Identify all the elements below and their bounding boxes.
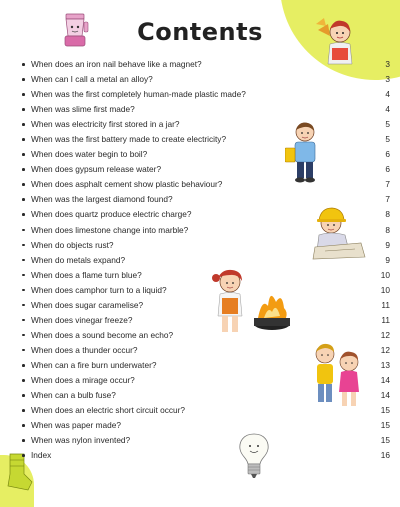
toc-entry-title: Index <box>31 450 52 461</box>
toc-entry-title: When do objects rust? <box>31 239 114 250</box>
toc-entry-page: 14 <box>380 390 390 401</box>
toc-entry-title: When does sugar caramelise? <box>31 299 144 310</box>
toc-entry-page: 3 <box>385 74 390 85</box>
toc-entry[interactable] <box>22 313 390 328</box>
bullet-icon <box>22 394 25 397</box>
toc-entry-page: 10 <box>380 284 390 295</box>
toc-entry-page: 16 <box>380 450 390 461</box>
page-title: Contents <box>137 18 263 46</box>
toc-entry-page: 6 <box>385 164 390 175</box>
toc-entry-page: 7 <box>385 194 390 205</box>
toc-entry-page: 9 <box>385 254 390 265</box>
toc-entry-title: When was the first battery made to create electricity? <box>31 134 227 145</box>
toc-entry-title: When do metals expand? <box>31 254 126 265</box>
bullet-icon <box>22 364 25 367</box>
toc-entry-title: When was the first completely human-made plastic made? <box>31 89 246 100</box>
toc-entry[interactable] <box>22 418 390 433</box>
toc-entry[interactable] <box>22 298 390 313</box>
bullet-icon <box>22 319 25 322</box>
toc-entry-page: 4 <box>385 104 390 115</box>
toc-entry-page: 9 <box>385 239 390 250</box>
toc-entry[interactable] <box>22 223 390 238</box>
toc-entry[interactable] <box>22 388 390 403</box>
bullet-icon <box>22 93 25 96</box>
toc-entry-page: 12 <box>380 344 390 355</box>
toc-entry-title: When does limestone change into marble? <box>31 224 189 235</box>
toc-entry-page: 15 <box>380 405 390 416</box>
bullet-icon <box>22 349 25 352</box>
toc-entry-title: When was paper made? <box>31 420 121 431</box>
bullet-icon <box>22 424 25 427</box>
toc-entry[interactable] <box>22 72 390 87</box>
contents-list <box>22 57 390 463</box>
toc-entry-title: When was electricity first stored in a jar? <box>31 119 180 130</box>
bullet-icon <box>22 138 25 141</box>
bullet-icon <box>22 304 25 307</box>
bullet-icon <box>22 78 25 81</box>
toc-entry-title: When does a mirage occur? <box>31 374 135 385</box>
toc-entry-title: When does water begin to boil? <box>31 149 148 160</box>
bullet-icon <box>22 454 25 457</box>
toc-entry-page: 8 <box>385 224 390 235</box>
toc-entry-page: 12 <box>380 329 390 340</box>
toc-entry[interactable] <box>22 373 390 388</box>
toc-entry-page: 15 <box>380 435 390 446</box>
toc-entry-page: 7 <box>385 179 390 190</box>
toc-entry[interactable] <box>22 177 390 192</box>
toc-entry-title: When was slime first made? <box>31 104 135 115</box>
toc-entry[interactable] <box>22 238 390 253</box>
toc-entry-title: When does an iron nail behave like a magnet? <box>31 59 202 69</box>
toc-entry-page: 5 <box>385 119 390 130</box>
bullet-icon <box>22 108 25 111</box>
toc-entry-title: When does a thunder occur? <box>31 344 138 355</box>
toc-entry[interactable] <box>22 283 390 298</box>
toc-entry-page: 11 <box>381 299 390 310</box>
toc-entry[interactable] <box>22 192 390 207</box>
pink-blender-icon <box>60 12 90 50</box>
bullet-icon <box>22 63 25 66</box>
bullet-icon <box>22 439 25 442</box>
toc-entry[interactable] <box>22 117 390 132</box>
toc-entry-title: When does asphalt cement show plastic behaviour? <box>31 179 223 190</box>
toc-entry[interactable] <box>22 403 390 418</box>
bullet-icon <box>22 168 25 171</box>
toc-entry-page: 4 <box>385 89 390 100</box>
toc-entry-title: When can a bulb fuse? <box>31 390 116 401</box>
toc-entry[interactable] <box>22 57 390 72</box>
bullet-icon <box>22 274 25 277</box>
toc-entry-title: When does vinegar freeze? <box>31 314 133 325</box>
toc-entry-page: 3 <box>385 59 390 69</box>
toc-entry-title: When does quartz produce electric charge? <box>31 209 192 220</box>
bullet-icon <box>22 123 25 126</box>
toc-entry-page: 11 <box>381 314 390 325</box>
toc-entry-title: When was nylon invented? <box>31 435 131 446</box>
bullet-icon <box>22 409 25 412</box>
toc-entry-page: 14 <box>380 374 390 385</box>
toc-entry-page: 10 <box>380 269 390 280</box>
toc-entry[interactable] <box>22 433 390 448</box>
toc-entry-title: When does a flame turn blue? <box>31 269 142 280</box>
bullet-icon <box>22 183 25 186</box>
toc-entry[interactable] <box>22 102 390 117</box>
bullet-icon <box>22 334 25 337</box>
toc-entry-title: When does gypsum release water? <box>31 164 162 175</box>
toc-entry-page: 5 <box>385 134 390 145</box>
toc-entry[interactable] <box>22 87 390 102</box>
toc-entry-title: When can a fire burn underwater? <box>31 359 157 370</box>
bullet-icon <box>22 213 25 216</box>
toc-entry[interactable] <box>22 448 390 463</box>
toc-entry[interactable] <box>22 207 390 222</box>
toc-entry[interactable] <box>22 268 390 283</box>
bullet-icon <box>22 229 25 232</box>
toc-entry[interactable] <box>22 328 390 343</box>
bullet-icon <box>22 153 25 156</box>
toc-entry-title: When was the largest diamond found? <box>31 194 173 205</box>
bullet-icon <box>22 259 25 262</box>
toc-entry-page: 13 <box>380 359 390 370</box>
toc-entry[interactable] <box>22 147 390 162</box>
toc-entry[interactable] <box>22 358 390 373</box>
toc-entry-title: When does camphor turn to a liquid? <box>31 284 167 295</box>
bullet-icon <box>22 244 25 247</box>
toc-entry-page: 15 <box>380 420 390 431</box>
bullet-icon <box>22 379 25 382</box>
toc-entry[interactable] <box>22 253 390 268</box>
toc-entry-page: 8 <box>385 209 390 220</box>
toc-entry[interactable] <box>22 343 390 358</box>
bullet-icon <box>22 289 25 292</box>
toc-entry-page: 6 <box>385 149 390 160</box>
toc-entry-title: When does a sound become an echo? <box>31 329 174 340</box>
toc-entry[interactable] <box>22 132 390 147</box>
toc-entry-title: When does an electric short circuit occur? <box>31 405 186 416</box>
toc-entry-title: When can I call a metal an alloy? <box>31 74 153 85</box>
toc-entry[interactable] <box>22 162 390 177</box>
bullet-icon <box>22 198 25 201</box>
